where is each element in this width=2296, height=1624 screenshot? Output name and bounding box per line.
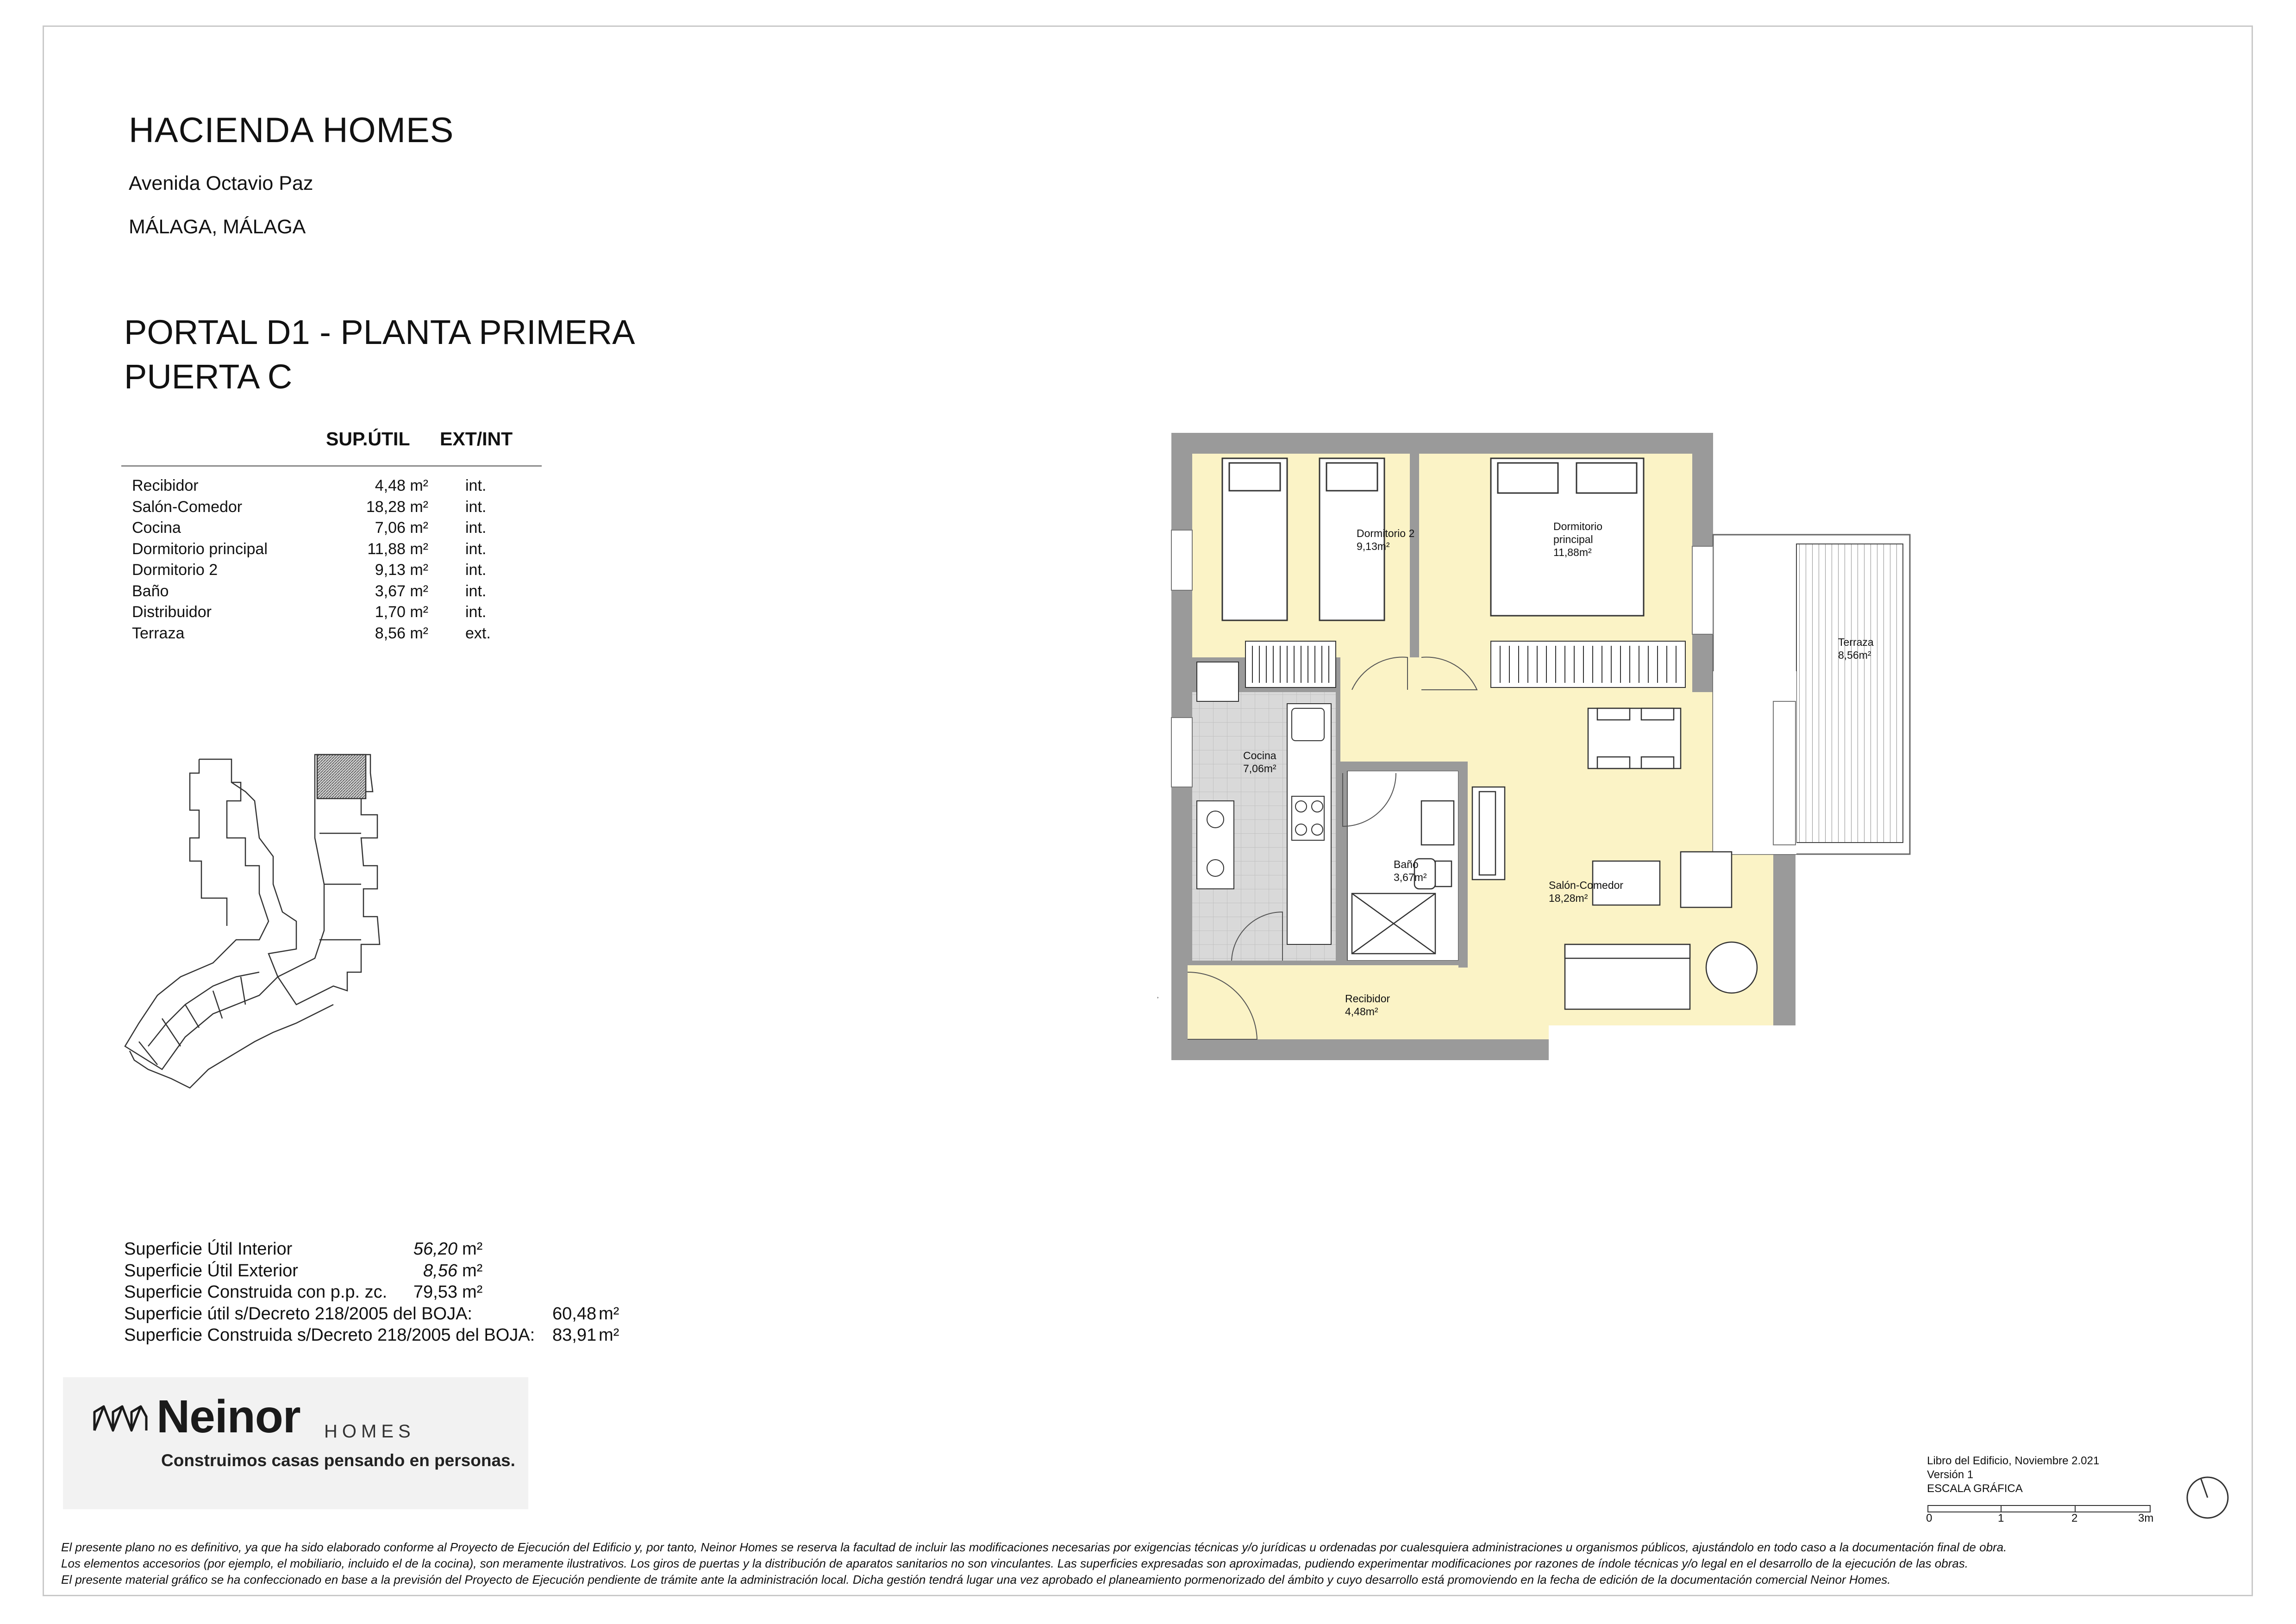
room-name: Cocina xyxy=(132,519,181,537)
room-area: 18,28 m² xyxy=(366,498,428,516)
total-unit: m² xyxy=(599,1304,619,1324)
total-row xyxy=(124,1304,633,1326)
brand-sub: HOMES xyxy=(324,1421,415,1442)
total-label: Superficie útil s/Decreto 218/2005 del BOJA: xyxy=(124,1304,472,1324)
room-name: Baño xyxy=(132,582,169,600)
floor-plan xyxy=(1157,431,1917,1069)
room-type: int. xyxy=(465,498,487,516)
total-row xyxy=(124,1325,633,1347)
table-row xyxy=(132,477,512,498)
room-area: 3,67 m² xyxy=(375,582,428,600)
rooms-table xyxy=(132,477,512,645)
table-row xyxy=(132,498,512,519)
table-row xyxy=(132,625,512,646)
scale-tick-0: 0 xyxy=(1926,1512,1933,1524)
disclaimer-line: El presente plano no es definitivo, ya que ha sido elaborado conforme al Proyecto de Ejecución del Edificio y, por tanto, Neinor Homes se reserva la facultad de incluir las modificaciones necesarias por exigencias técnicas y/o jurídicas u ordenadas por cualesquiera administraciones u organismos públicos, ajustándolo en todo caso a la documentación final de obra. xyxy=(61,1540,2007,1554)
project-name: HACIENDA HOMES xyxy=(129,111,454,150)
table-row xyxy=(132,603,512,625)
room-name: Distribuidor xyxy=(132,603,212,621)
graphic-scale-bar xyxy=(1927,1505,2151,1513)
total-value: 60,48 xyxy=(552,1304,597,1324)
total-label: Superficie Útil Interior xyxy=(124,1239,293,1259)
room-area: 4,48 m² xyxy=(375,477,428,494)
total-unit: m² xyxy=(462,1282,483,1302)
table-row xyxy=(132,582,512,604)
room-area: 9,13 m² xyxy=(375,561,428,579)
project-address: Avenida Octavio Paz xyxy=(129,172,313,194)
room-type: ext. xyxy=(465,624,491,642)
disclaimer-line: Los elementos accesorios (por ejemplo, el mobiliario, incluido el de la cocina), son meramente ilustrativos. Los giros de puertas y la distribución de aparatos sanitarios no son vinculantes. Las superficies expresadas son aproximadas, pudiendo experimentar modificaciones por razones de índole técnicas y/o legal en el desarrollo de la ejecución de las obras. xyxy=(61,1556,1968,1570)
room-area: 8,56 m² xyxy=(375,624,428,642)
plan-label-dorm-principal: Dormitorio principal 11,88m² xyxy=(1553,520,1603,558)
scale-tick-1: 1 xyxy=(1998,1512,2004,1524)
version-label: Versión 1 xyxy=(1927,1468,1974,1481)
unit-location-highlight xyxy=(317,755,366,799)
room-name: Salón-Comedor xyxy=(132,498,243,516)
total-label: Superficie Construida con p.p. zc. xyxy=(124,1282,388,1302)
total-row xyxy=(124,1239,633,1261)
surface-totals xyxy=(124,1239,633,1347)
unit-title xyxy=(124,310,635,399)
room-name: Terraza xyxy=(132,624,185,642)
plan-label-terraza: Terraza 8,56m² xyxy=(1838,636,1874,661)
total-label: Superficie Útil Exterior xyxy=(124,1261,298,1280)
total-unit: m² xyxy=(599,1325,619,1345)
scale-tick-2: 2 xyxy=(2071,1512,2078,1524)
total-label: Superficie Construida s/Decreto 218/2005 del BOJA: xyxy=(124,1325,535,1345)
building-key-plan xyxy=(120,745,491,1208)
legal-disclaimer xyxy=(61,1539,2246,1588)
escala-label: ESCALA GRÁFICA xyxy=(1927,1482,2023,1495)
table-divider xyxy=(121,465,542,467)
brand-slogan: Construimos casas pensando en personas. xyxy=(161,1451,515,1470)
unit-title-line1: PORTAL D1 - PLANTA PRIMERA xyxy=(124,313,635,351)
room-type: int. xyxy=(465,519,487,537)
total-row xyxy=(124,1261,633,1283)
terraza-deck xyxy=(1796,544,1903,843)
room-type: int. xyxy=(465,540,487,558)
total-value: 56,20 xyxy=(413,1239,457,1259)
room-area: 11,88 m² xyxy=(367,540,428,558)
room-name: Dormitorio 2 xyxy=(132,561,218,579)
room-area: 1,70 m² xyxy=(375,603,428,621)
room-type: int. xyxy=(465,603,487,621)
table-row xyxy=(132,519,512,540)
plan-label-cocina: Cocina 7,06m² xyxy=(1243,750,1276,775)
col-header-ext-int: EXT/INT xyxy=(440,428,513,450)
neinor-logo-icon xyxy=(93,1403,148,1436)
total-value: 8,56 xyxy=(423,1261,457,1280)
document-meta xyxy=(1927,1454,2099,1496)
total-value: 79,53 xyxy=(413,1282,457,1302)
room-name: Recibidor xyxy=(132,477,199,494)
plan-label-salon: Salón-Comedor 18,28m² xyxy=(1549,879,1624,904)
brand-name: Neinor xyxy=(156,1391,300,1443)
room-type: int. xyxy=(465,477,487,494)
room-name: Dormitorio principal xyxy=(132,540,268,558)
room-area: 7,06 m² xyxy=(375,519,428,537)
total-unit: m² xyxy=(462,1239,483,1259)
table-row xyxy=(132,540,512,562)
total-unit: m² xyxy=(462,1261,483,1280)
plan-label-bano: Baño 3,67m² xyxy=(1394,858,1427,883)
scale-tick-3: 3m xyxy=(2138,1512,2154,1524)
table-row xyxy=(132,561,512,582)
project-city: MÁLAGA, MÁLAGA xyxy=(129,216,306,238)
room-type: int. xyxy=(465,561,487,579)
total-row xyxy=(124,1282,633,1304)
unit-title-line2: PUERTA C xyxy=(124,357,293,396)
plan-label-dorm2: Dormitorio 2 9,13m² xyxy=(1357,527,1415,552)
north-compass-icon xyxy=(2184,1474,2231,1521)
col-header-sup-util: SUP.ÚTIL xyxy=(326,428,410,450)
libro-edificio: Libro del Edificio, Noviembre 2.021 xyxy=(1927,1455,2100,1467)
disclaimer-line: El presente material gráfico se ha confeccionado en base a la previsión del Proyecto de Ejecución pendiente de trámite ante la administración local. Dicha gestión tendrá lugar una vez aprobado el planeamiento pormenorizado del ámbito y cuyo desarrollo está promoviendo en la fecha de edición de la documentación comercial Neinor Homes. xyxy=(61,1573,1891,1587)
plan-label-recibidor: Recibidor 4,48m² xyxy=(1345,993,1390,1018)
room-type: int. xyxy=(465,582,487,600)
total-value: 83,91 xyxy=(552,1325,597,1345)
